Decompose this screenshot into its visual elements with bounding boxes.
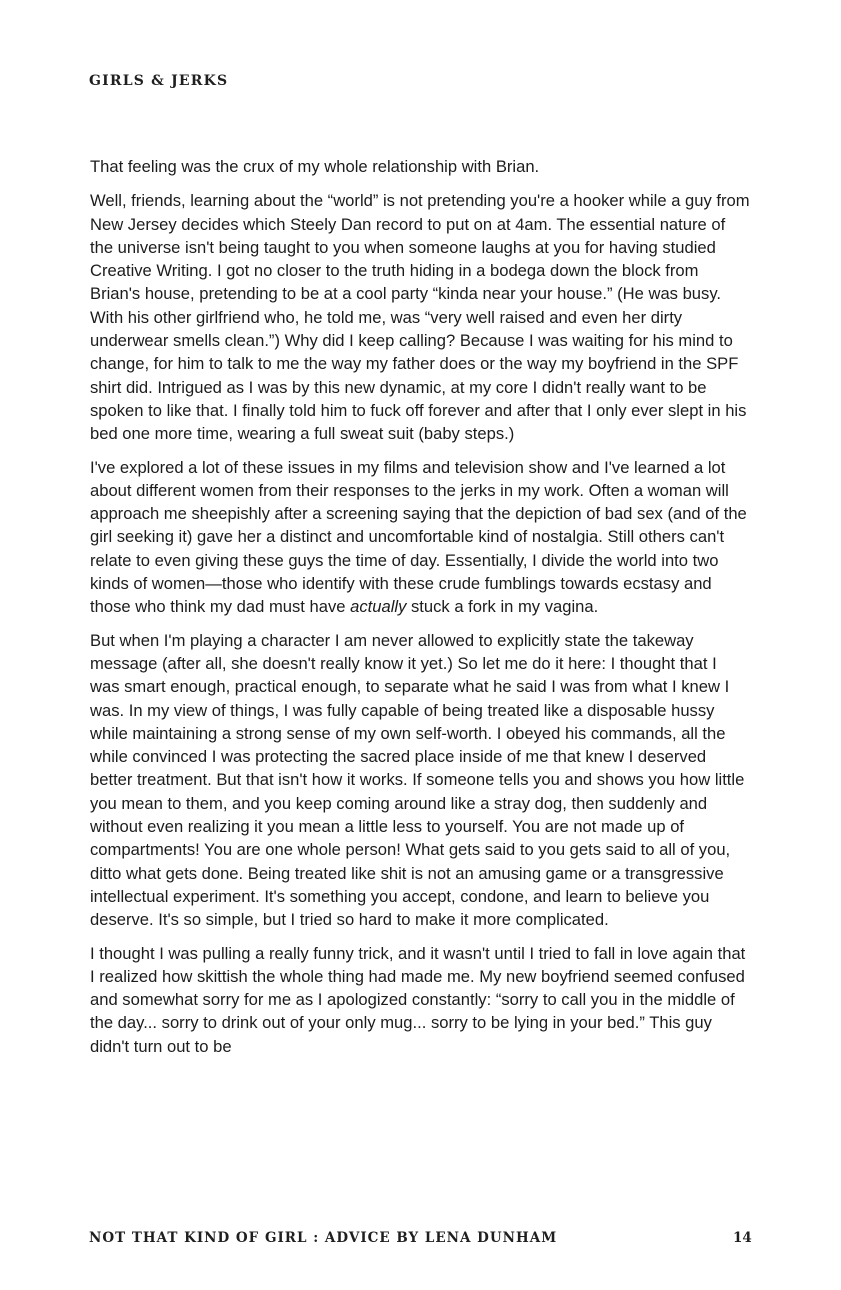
paragraph [90,456,750,619]
running-header: GIRLS & JERKS [89,73,229,89]
paragraph-text-end: stuck a fork in my vagina. [406,597,599,617]
paragraph: That feeling was the crux of my whole relationship with Brian. [90,157,540,176]
paragraph-text: I've explored a lot of these issues in my films and television show and I've learned a lot about different women from their responses to the jerks in my work. Often a woman will approach me sheepishly after a screening saying that the depiction of bad sex (and of the girl seeking it) gave her a distinct and uncomfortable kind of nostalgia. Still others can't relate to even giving these guys the time of day. Essentially, I divide the world into two kinds of women—those who identify with these crude fumblings towards ecstasy and those who think my dad must have [90,457,747,617]
body-text [90,155,750,1068]
paragraph: But when I'm playing a character I am never allowed to explicitly state the takeway message (after all, she doesn't really know it yet.) So let me do it here: I thought that I was smart enough, practical enough, to separate what he said I was from what I knew I was. In my view of things, I was fully capable of being treated like a disposable hussy while maintaining a strong sense of my own self-worth. I obeyed his commands, all the while convinced I was protecting the sacred place inside of me that knew I deserved better treatment. But that isn't how it works. If someone tells you and shows you how little you mean to them, and you keep coming around like a stray dog, then suddenly and without even realizing it you mean a little less to yourself. You are not made up of compartments! You are one whole person! What gets said to you gets said to all of you, ditto what gets done. Being treated like shit is not an amusing game or a transgressive intellectual experiment. It's something you accept, condone, and learn to believe you deserve. It's so simple, but I tried so hard to make it more complicated. [90,630,745,930]
paragraph: I thought I was pulling a really funny trick, and it wasn't until I tried to fall in love again that I realized how skittish the whole thing had made me. My new boyfriend seemed confused and somewhat sorry for me as I apologized constantly: “sorry to call you in the middle of the day... sorry to drink out of your only mug... sorry to be lying in your bed.” This guy didn't turn out to be [90,943,746,1056]
footer-book-title: NOT THAT KIND OF GIRL : ADVICE BY LENA DUNHAM [89,1230,558,1246]
emphasis-text: actually [350,597,407,617]
page-number: 14 [733,1230,752,1246]
paragraph: Well, friends, learning about the “world” is not pretending you're a hooker while a guy from New Jersey decides which Steely Dan record to put on at 4am. The essential nature of the universe isn't being taught to you when someone laughs at you for having studied Creative Writing. I got no closer to the truth hiding in a bodega down the block from Brian's house, pretending to be at a cool party “kinda near your house.” (He was busy. With his other girlfriend who, he told me, was “very well raised and even her dirty underwear smells clean.”) Why did I keep calling? Because I was waiting for his mind to change, for him to talk to me the way my father does or the way my boyfriend in the SPF shirt did. Intrigued as I was by this new dynamic, at my core I didn't really want to be spoken to like that. I finally told him to fuck off forever and after that I only ever slept in his bed one more time, wearing a full sweat suit (baby steps.) [90,191,750,444]
